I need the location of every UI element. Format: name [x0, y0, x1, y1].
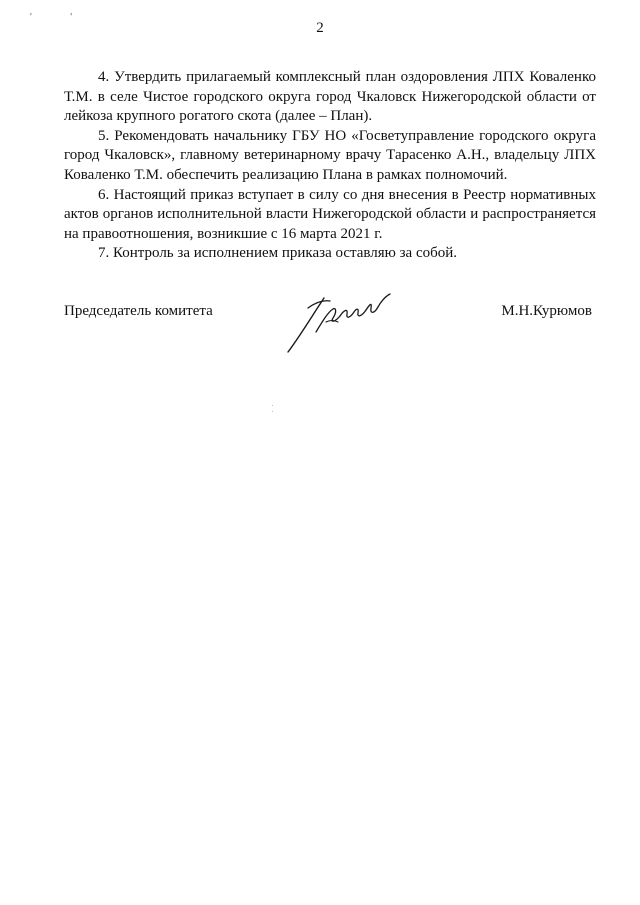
scan-marks: ' ' — [30, 12, 91, 23]
signer-title: Председатель комитета — [64, 303, 213, 319]
paragraph-7: 7. Контроль за исполнением приказа оставляю за собой. — [98, 245, 458, 262]
paragraph-5: 5. Рекомендовать начальнику ГБУ НО «Госветуправление городского округа город Чкаловск», главному ветеринарному врачу Тарасенко А.Н., владельцу ЛПХ Коваленко Т.М. обеспечить реализацию Плана в рамках полномочий. — [64, 127, 596, 183]
scan-speck — [272, 405, 273, 406]
signature-block — [64, 300, 596, 370]
page-number: 2 — [316, 20, 324, 36]
signature-icon — [286, 292, 406, 354]
document-body — [64, 68, 596, 264]
signer-name: М.Н.Курюмов — [501, 303, 592, 319]
paragraph-6: 6. Настоящий приказ вступает в силу со дня внесения в Реестр нормативных актов органов исполнительной власти Нижегородской области и распространяется на правоотношения, возникшие с 16 марта 2021 г. — [64, 186, 596, 242]
scan-speck — [272, 411, 273, 412]
paragraph-4: 4. Утвердить прилагаемый комплексный план оздоровления ЛПХ Коваленко Т.М. в селе Чистое городского округа город Чкаловск Нижегородской области от лейкоза крупного рогатого скота (далее – План). — [64, 69, 596, 125]
